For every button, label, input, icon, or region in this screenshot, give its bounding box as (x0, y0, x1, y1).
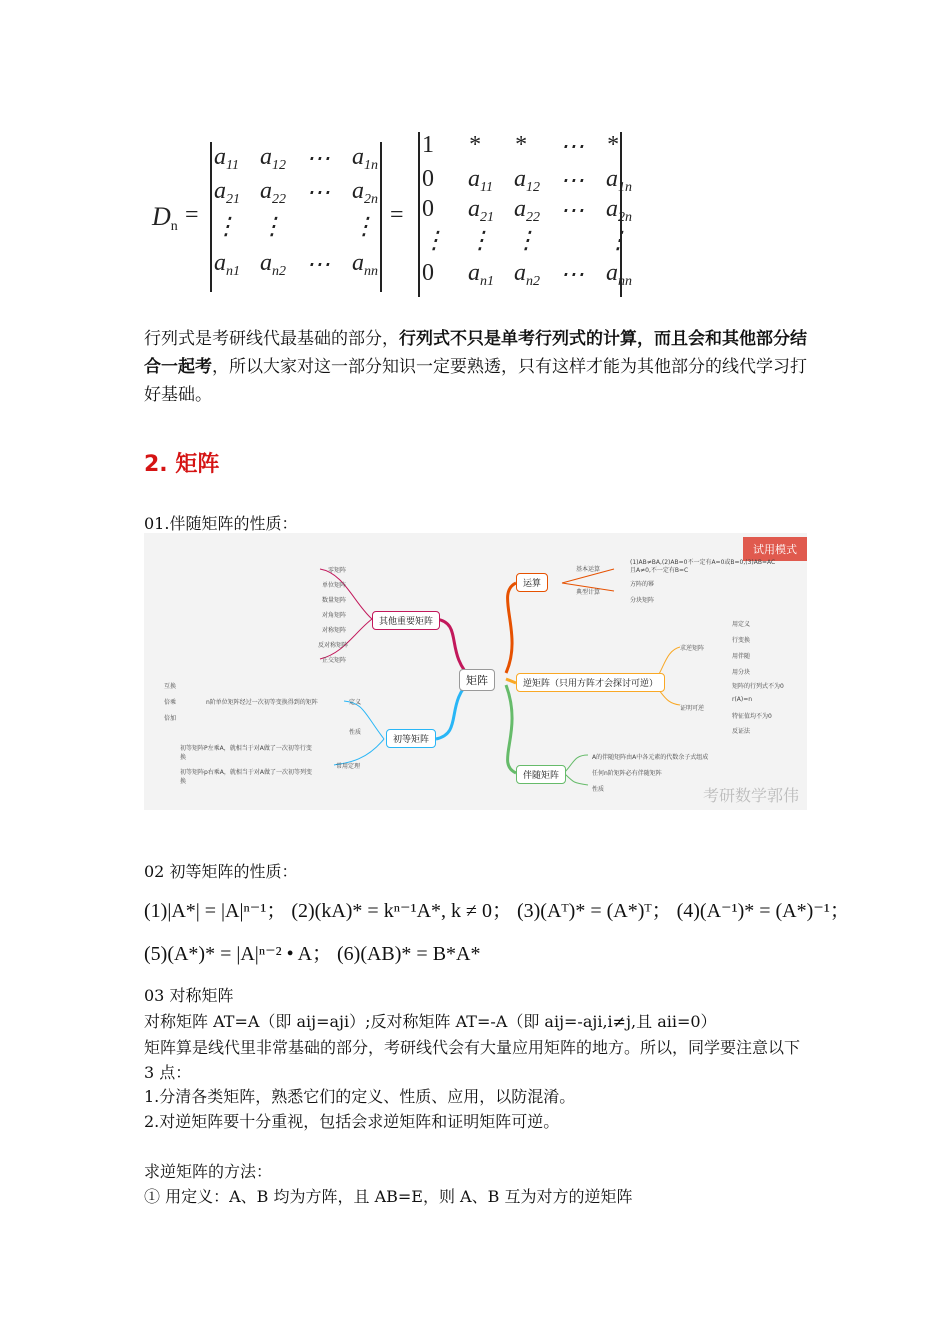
node-other: 其他重要矩阵 (372, 611, 440, 630)
inverse-method-1: ① 用定义：A、B 均为方阵，且 AB=E，则 A、B 互为对方的逆矩阵 (144, 1187, 633, 1206)
node-elem: 初等矩阵 (386, 729, 436, 748)
determinant-lhs: $D_n$ (152, 202, 178, 234)
matrix-cell: $a_{11}$ (214, 144, 239, 173)
inv-prove-item: 矩阵的行列式不为0 (732, 683, 784, 690)
section-title: 2. 矩阵 (144, 452, 220, 477)
matrix-cell: ⋯ (560, 134, 584, 160)
matrix-cell: ⋯ (306, 180, 330, 206)
matrix-cell: $a_{2n}$ (352, 178, 378, 207)
matrix-cell: $a_{n2}$ (514, 260, 540, 289)
determinant-equation (140, 130, 640, 300)
matrix-cell: ⋮ (606, 228, 630, 254)
matrix-cell: ⋮ (352, 214, 376, 240)
other-item: 对称矩阵 (322, 627, 347, 634)
ops-basic-text1: (1)AB≠BA,(2)AB=0不一定有A=0或B=0,(3)AB=AC (630, 559, 776, 566)
inv-find: 求逆矩阵 (680, 645, 705, 652)
elem-op: 倍乘 (164, 699, 177, 706)
matrix-cell: $a_{n1}$ (214, 250, 240, 279)
sub-heading-01: 01.伴随矩阵的性质： (144, 514, 298, 533)
ops-typical: 典型计算 (576, 589, 601, 596)
adj-item: A的伴随矩阵由A中各元素的代数余子式组成 (592, 754, 709, 761)
matrix-cell: ⋯ (306, 252, 330, 278)
formula-row-2: (5)(A*)* = |A|ⁿ⁻² • A； (6)(AB)* = B*A* (144, 943, 481, 965)
matrix-cell: $a_{1n}$ (606, 166, 632, 195)
inv-prove-item: 特征值均不为0 (732, 713, 772, 720)
inv-find-item: 用分块 (732, 669, 751, 676)
elem-def: 定义 (349, 699, 362, 706)
left-det-bar (210, 142, 212, 292)
matrix-cell: $a_{n1}$ (468, 260, 494, 289)
trial-badge: 试用模式 (743, 537, 807, 561)
equals-sign-2: = (390, 202, 404, 228)
ops-typical-item: 分块矩阵 (630, 597, 655, 604)
inverse-method-title: 求逆矩阵的方法： (144, 1162, 273, 1181)
right-det-bar (380, 142, 382, 292)
matrix-cell: $a_{21}$ (214, 178, 240, 207)
matrix-cell: $a_{n2}$ (260, 250, 286, 279)
matrix-cell: $a_{2n}$ (606, 196, 632, 225)
matrix-cell: ⋮ (468, 228, 492, 254)
ops-basic-text2: 且A≠0,不一定有B=C (630, 567, 689, 574)
elem-def-text: n阶单位矩阵经过一次初等变换得到的矩阵 (206, 699, 318, 706)
elem-op: 倍加 (164, 715, 177, 722)
matrix-cell: ⋯ (560, 198, 584, 224)
matrix-cell: * (606, 132, 618, 158)
ops-typical-item: 方阵的幂 (630, 581, 655, 588)
inv-find-item: 用伴随 (732, 653, 751, 660)
matrix-cell: $a_{22}$ (260, 178, 286, 207)
other-item: 反对称矩阵 (318, 642, 349, 649)
elem-common-1: 初等矩阵P左乘A，就相当于对A做了一次初等行变换 (180, 745, 312, 761)
mindmap-center: 矩阵 (459, 669, 495, 691)
elem-op: 互换 (164, 683, 177, 690)
matrix-cell: 0 (422, 166, 434, 192)
matrix-cell: $a_{11}$ (468, 166, 493, 195)
matrix-cell: * (514, 132, 526, 158)
equals-sign: = (185, 202, 199, 228)
node-ops: 运算 (516, 573, 548, 592)
other-item: 零矩阵 (328, 567, 347, 574)
node-inv: 逆矩阵（只用方阵才会探讨可逆） (516, 673, 665, 692)
inv-prove: 证明可逆 (680, 705, 705, 712)
node-adj: 伴随矩阵 (516, 765, 566, 784)
matrix-cell: ⋮ (214, 214, 238, 240)
matrix-cell: 0 (422, 260, 434, 286)
other-item: 单位矩阵 (322, 582, 347, 589)
sub-heading-03: 03 对称矩阵 (144, 986, 234, 1005)
matrix-cell: $a_{12}$ (514, 166, 540, 195)
matrix-paragraph: 矩阵算是线代里非常基础的部分，考研线代会有大量应用矩阵的地方。所以，同学要注意以下 3 点： (144, 1038, 801, 1082)
adj-item: 任何n阶矩阵必有伴随矩阵 (592, 770, 662, 777)
matrix-cell: ⋮ (422, 228, 446, 254)
matrix-cell: ⋯ (560, 262, 584, 288)
intro-text-1: 行列式是考研线代最基础的部分， (144, 329, 399, 349)
matrix-cell: ⋮ (260, 214, 284, 240)
other-item: 正交矩阵 (322, 657, 347, 664)
matrix-cell: $a_{1n}$ (352, 144, 378, 173)
other-item: 数量矩阵 (322, 597, 347, 604)
matrix-cell: $a_{12}$ (260, 144, 286, 173)
elem-prop: 性质 (349, 729, 362, 736)
formula-row-1: (1)|A*| = |A|ⁿ⁻¹； (2)(kA)* = kⁿ⁻¹A*, k ≠ 0； (3)(Aᵀ)* = (A*)ᵀ； (4)(A⁻¹)* = (A*)⁻¹； (144, 900, 850, 922)
matrix-cell: * (468, 132, 480, 158)
point-1: 1.分清各类矩阵，熟悉它们的定义、性质、应用，以防混淆。 (144, 1087, 576, 1106)
matrix-cell: $a_{nn}$ (606, 260, 632, 289)
intro-bold: 行列式不只是单考行列式的计算，而且会和其他部分结合一起考 (144, 329, 807, 377)
intro-paragraph (144, 325, 809, 409)
sub-heading-02: 02 初等矩阵的性质： (144, 862, 298, 881)
matrix-cell: ⋮ (514, 228, 538, 254)
inv-find-item: 用定义 (732, 621, 751, 628)
point-2: 2.对逆矩阵要十分重视，包括会求逆矩阵和证明矩阵可逆。 (144, 1112, 560, 1131)
left-det-bar-2 (418, 132, 420, 297)
matrix-cell: 0 (422, 196, 434, 222)
matrix-cell: $a_{22}$ (514, 196, 540, 225)
elem-common: 常用定理 (336, 763, 361, 770)
matrix-cell: ⋯ (560, 168, 584, 194)
other-item: 对角矩阵 (322, 612, 347, 619)
matrix-cell: $a_{nn}$ (352, 250, 378, 279)
symmetric-definition: 对称矩阵 AT=A（即 aij=aji）;反对称矩阵 AT=-A（即 aij=-aji,i≠j,且 aii=0） (144, 1012, 717, 1031)
matrix-cell: ⋯ (306, 146, 330, 172)
inv-find-item: 行变换 (732, 637, 751, 644)
mindmap-image (144, 533, 807, 810)
matrix-cell: 1 (422, 132, 434, 158)
intro-text-2: ，所以大家对这一部分知识一定要熟透，只有这样才能为其他部分的线代学习打好基础。 (144, 357, 807, 405)
inv-prove-item: 反证法 (732, 728, 751, 735)
watermark: 考研数学郭伟 (702, 786, 799, 805)
inv-prove-item: r(A)=n (732, 696, 753, 703)
adj-item: 性质 (592, 786, 605, 793)
ops-basic: 基本运算 (576, 566, 601, 573)
elem-common-2: 初等矩阵p右乘A，就相当于对A做了一次初等列变换 (180, 769, 313, 785)
matrix-cell: $a_{21}$ (468, 196, 494, 225)
